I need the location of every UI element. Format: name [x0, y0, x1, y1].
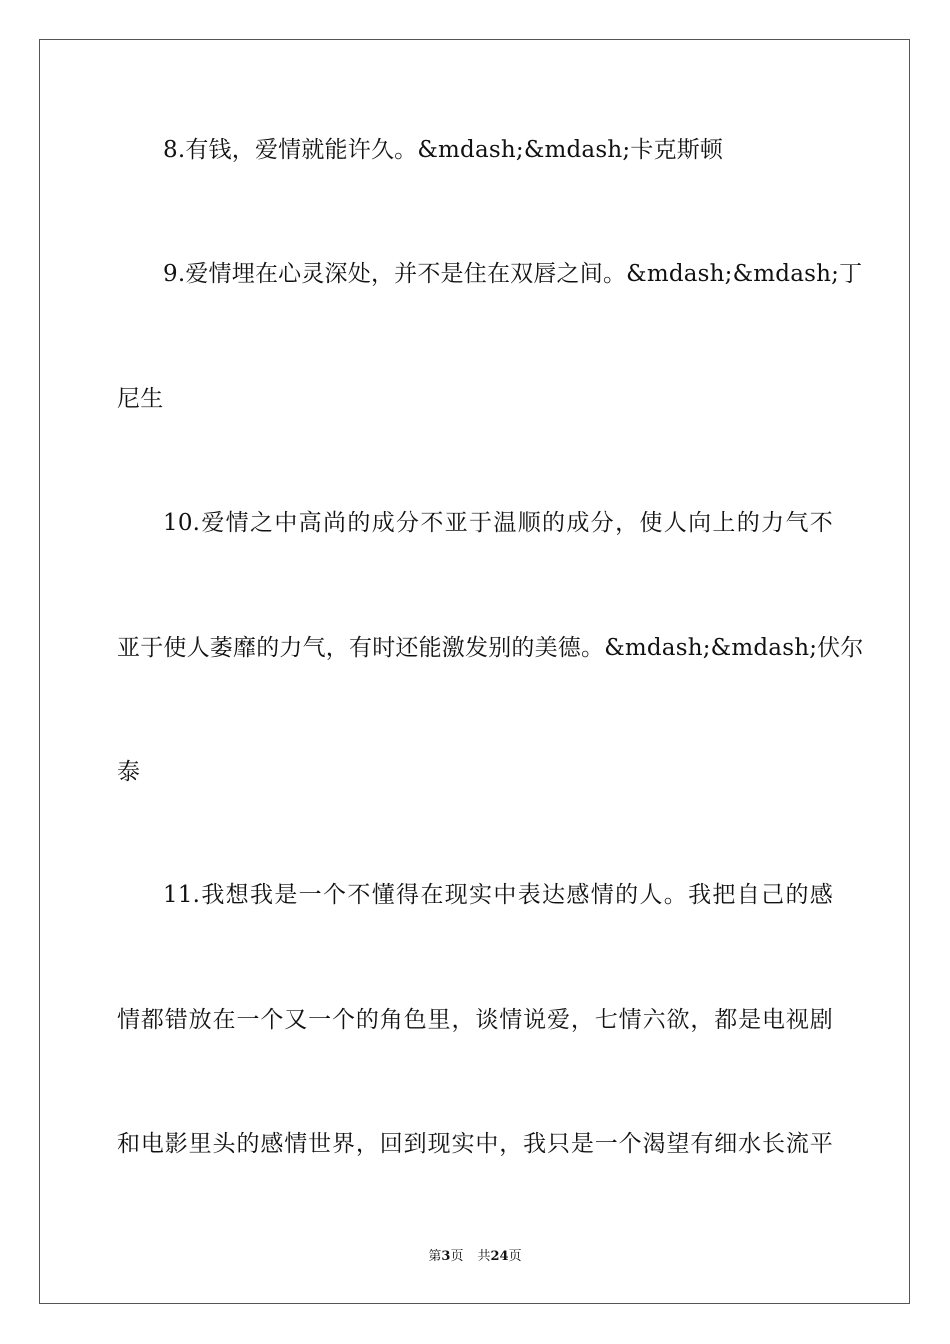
paragraph-line: 10.爱情之中高尚的成分不亚于温顺的成分，使人向上的力气不 — [163, 510, 833, 536]
paragraph-line: 和电影里头的感情世界，回到现实中，我只是一个渴望有细水长流平 — [117, 1131, 833, 1157]
total-pages-number: 24 — [490, 1249, 509, 1264]
footer-prefix: 第 — [428, 1249, 442, 1264]
paragraph-line: 尼生 — [117, 386, 164, 412]
page-footer — [0, 1248, 950, 1266]
footer-total-unit: 页 — [508, 1249, 522, 1264]
paragraph-line: 9.爱情埋在心灵深处，并不是住在双唇之间。&mdash;&mdash;丁 — [163, 261, 863, 287]
footer-total-prefix: 共 — [477, 1249, 491, 1264]
paragraph-line: 亚于使人萎靡的力气，有时还能激发别的美德。&mdash;&mdash;伏尔 — [117, 635, 864, 661]
paragraph-line: 情都错放在一个又一个的角色里，谈情说爱，七情六欲，都是电视剧 — [117, 1007, 833, 1033]
paragraph-line: 泰 — [117, 759, 141, 785]
paragraph-line: 11.我想我是一个不懂得在现实中表达感情的人。我把自己的感 — [163, 882, 833, 908]
current-page-number: 3 — [441, 1249, 451, 1264]
page-frame — [39, 39, 910, 1304]
footer-page-unit: 页 — [450, 1249, 464, 1264]
paragraph-line: 8.有钱，爱情就能许久。&mdash;&mdash;卡克斯顿 — [163, 137, 724, 163]
